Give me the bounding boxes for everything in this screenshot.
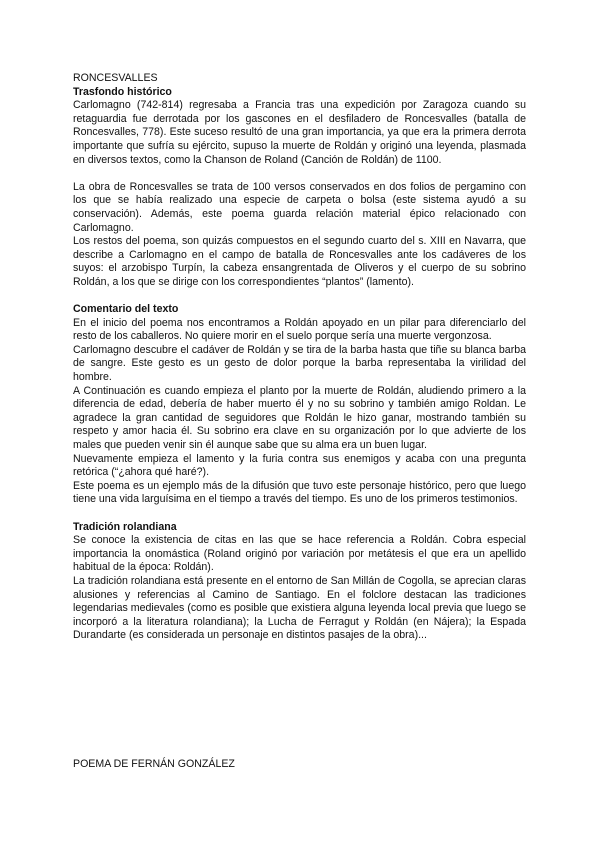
section-tradicion [73, 521, 526, 643]
paragraph: Carlomagno descubre el cadáver de Roldán y se tira de la barba hasta que tiñe su blanca barba de sangre. Este gesto es un gesto de dolor porque la barba representaba la virilidad del hombre. [73, 343, 526, 384]
paragraph: Se conoce la existencia de citas en las que se hace referencia a Roldán. Cobra especial importancia la onomástica (Roland originó por variación por metátesis el que era un apellido habitual de la época: Roldán). [73, 534, 526, 574]
next-section-title: POEMA DE FERNÁN GONZÁLEZ [73, 758, 235, 770]
section-heading: Comentario del texto [73, 303, 179, 316]
paragraph: Nuevamente empieza el lamento y la furia contra sus enemigos y acaba con una pregunta retórica (“¿ahora qué haré?). [73, 452, 526, 479]
paragraph: La obra de Roncesvalles se trata de 100 versos conservados en dos folios de pergamino con los que se había realizado una especie de carpeta o bolsa (este sistema ayudó a su conservación). Además, este poema guarda relación material épico relacionado con Carlomagno. [73, 180, 526, 234]
section-heading: Trasfondo histórico [73, 85, 172, 98]
section-heading: Tradición rolandiana [73, 520, 177, 533]
paragraph: Los restos del poema, son quizás compuestos en el segundo cuarto del s. XIII en Navarra, que describe a Carlomagno en el campo de batalla de Roncesvalles ante los cadáveres de los suyos: el arzobispo Turpín, la cabeza ensangrentada de Oliveros y el cuerpo de su sobrino Roldán, a los que se dirige con los correspondientes “plantos” (lamento). [73, 235, 526, 288]
paragraph: Carlomagno (742-814) regresaba a Francia tras una expedición por Zaragoza cuando su retaguardia fue derrotada por los gascones en el desfiladero de Roncesvalles (batalla de Roncesvalles, 778). Este suceso resultó de una gran importancia, ya que era la primera derrota importante que sufría su ejército, supuso la muerte de Roldán y originó una leyenda, plasmada en diversos textos, como la Chanson de Roland (Canción de Roldán) de 1100. [73, 99, 526, 166]
paragraph: En el inicio del poema nos encontramos a Roldán apoyado en un pilar para diferenciarlo del resto de los caballeros. No quiere morir en el suelo porque sería una muerte vergonzosa. [73, 316, 526, 343]
section-trasfondo [73, 86, 526, 290]
paragraph: La tradición rolandiana está presente en el entorno de San Millán de Cogolla, se aprecian claras alusiones y referencias al Camino de Santiago. En el folclore destacan las tradiciones legendarias medievales (como es posible que existiera alguna leyenda local previa que luego se incorporó a la literatura rolandiana); la Lucha de Ferragut y Roldán (en Nájera); la Espada Durandarte (es considerada un personaje en distintos pasajes de la obra)... [73, 574, 526, 642]
paragraph: A Continuación es cuando empieza el planto por la muerte de Roldán, aludiendo primero a la diferencia de edad, debería de haber muerto él y no su sobrino y también amigo Roldan. Le agradece la gran cantidad de seguidores que Roldán le hizo ganar, mostrando también su respeto y amor hacia él. Su sobrino era clave en su organización por lo que advierte de los males que pueden venir sin él aunque sabe que su alma era un buen lugar. [73, 384, 526, 452]
document-title: RONCESVALLES [73, 72, 158, 84]
paragraph: Este poema es un ejemplo más de la difusión que tuvo este personaje histórico, pero que luego tiene una vida larguísima en el tiempo a través del tiempo. Es uno de los primeros testimonios. [73, 479, 526, 506]
section-comentario [73, 303, 526, 507]
